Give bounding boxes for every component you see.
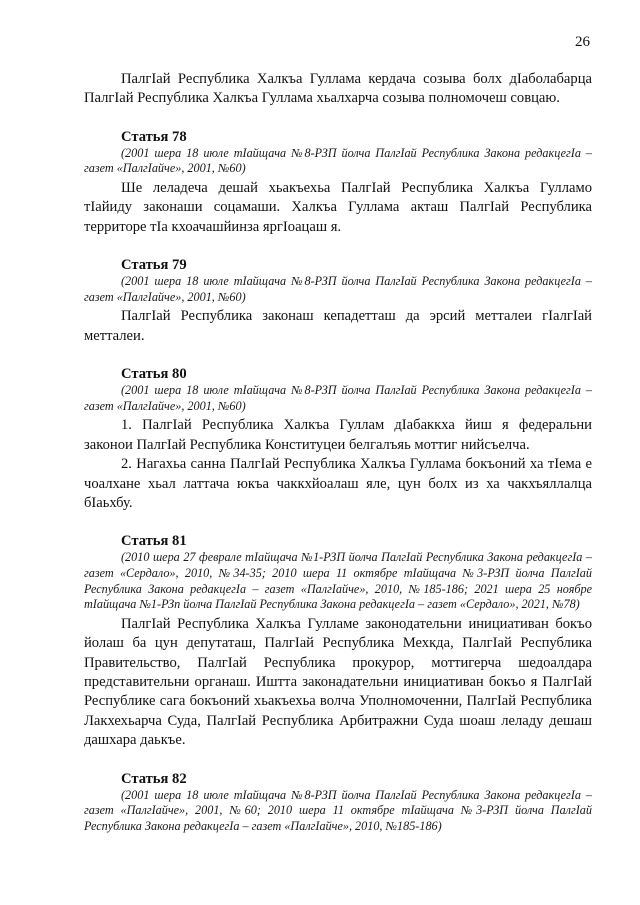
article-paragraph: 2. Нагахьа санна ПалгӀай Республика Халкъа Гуллама бокъоний ха тӀема е чоалхане хьал латтача юкъа чаккхйоалаш яле, цун болх из ха чакхъяллалца бӀаьхбу. [84, 456, 592, 512]
article-paragraph: Ше леладеча дешай хьакъехьа ПалгӀай Республика Халкъа Гулламо тӀайиду законаши соцамаши. Халкъа Гуллама акташ ПалгӀай Республика территоре тӀа кхоачашйинза яргӀоацаш я. [84, 180, 592, 235]
article-paragraph: 1. ПалгӀай Республика Халкъа Гуллам дӀабаккха йиш я федеральни законои ПалгӀай Республика Конституцеи белгалъяь моттиг нийсъелча. [84, 417, 592, 453]
article-note: (2010 шера 27 феврале тӀайщача №1-РЗП йолча ПалгӀай Республика Закона редакцегӀа – газет «Сердало», 2010, №34-35; 2010 шера 11 октябре тӀайщача №3-РЗП йолча ПалгӀай Республика Закона редакцегӀа – газет «ПалгӀайче», 2010, №185-186; 2021 шера 25 ноябре тӀайщача №1-РЗп йолча ПалгӀай Республика Закона редакцегӀа – газет «Сердало», 2021, №78) [84, 550, 592, 612]
intro-paragraph: ПалгӀай Республика Халкъа Гуллама кердача созыва болх дӀаболабарца ПалгӀай Республика Халкъа Гуллама хьалхарча созыва полномочеш совцаю. [84, 71, 592, 107]
article-title: Статья 80 [121, 366, 187, 383]
article-note: (2001 шера 18 июле тӀайщача №8-РЗП йолча ПалгӀай Республика Закона редакцегӀа – газет «ПалгӀайче», 2001, №60; 2010 шера 11 октябре тӀайщача №3-РЗП йолча ПалгӀай Республика Закона редакцегӀа – газет «ПалгӀайче», 2010, №185-186) [84, 787, 592, 833]
article-paragraph: ПалгӀай Республика законаш кепадетташ да эрсий метталеи гӀалгӀай метталеи. [84, 308, 592, 344]
article-79 [84, 256, 592, 346]
document-body [84, 70, 592, 836]
article-note: (2001 шера 18 июле тӀайщача №8-РЗП йолча ПалгӀай Республика Закона редакцегӀа – газет «ПалгӀайче», 2001, №60) [84, 274, 592, 304]
article-note: (2001 шера 18 июле тӀайщача №8-РЗП йолча ПалгӀай Республика Закона редакцегӀа – газет «ПалгӀайче», 2001, №60) [84, 145, 592, 176]
article-title: Статья 81 [121, 533, 187, 550]
article-paragraph: ПалгӀай Республика Халкъа Гулламе законодательни инициативан бокъо йолаш ба цун депутаташ, ПалгӀай Республика Мехкда, ПалгӀай Республика Правительство, ПалгӀай Республика прокурор, моттигерча шедоалдара представительни органаш. Иштта законадательни инициативан бокъо я ПалгӀай Республике сага бокъоний хьакъехьа волча Уполномоченни, ПалгӀай Республика Лакхехьарча Суда, ПалгӀай Республика Арбитражни Суда шоаш леладу дешаш дашхара даькъе. [84, 615, 592, 749]
article-82 [84, 770, 592, 835]
article-81 [84, 532, 592, 750]
article-80 [84, 365, 592, 513]
article-78 [84, 128, 592, 237]
article-note: (2001 шера 18 июле тӀайщача №8-РЗП йолча ПалгӀай Республика Закона редакцегӀа – газет «ПалгӀайче», 2001, №60) [84, 383, 592, 413]
page-number: 26 [575, 34, 590, 50]
article-title: Статья 78 [121, 128, 187, 145]
article-title: Статья 82 [121, 770, 187, 787]
article-title: Статья 79 [121, 257, 187, 274]
